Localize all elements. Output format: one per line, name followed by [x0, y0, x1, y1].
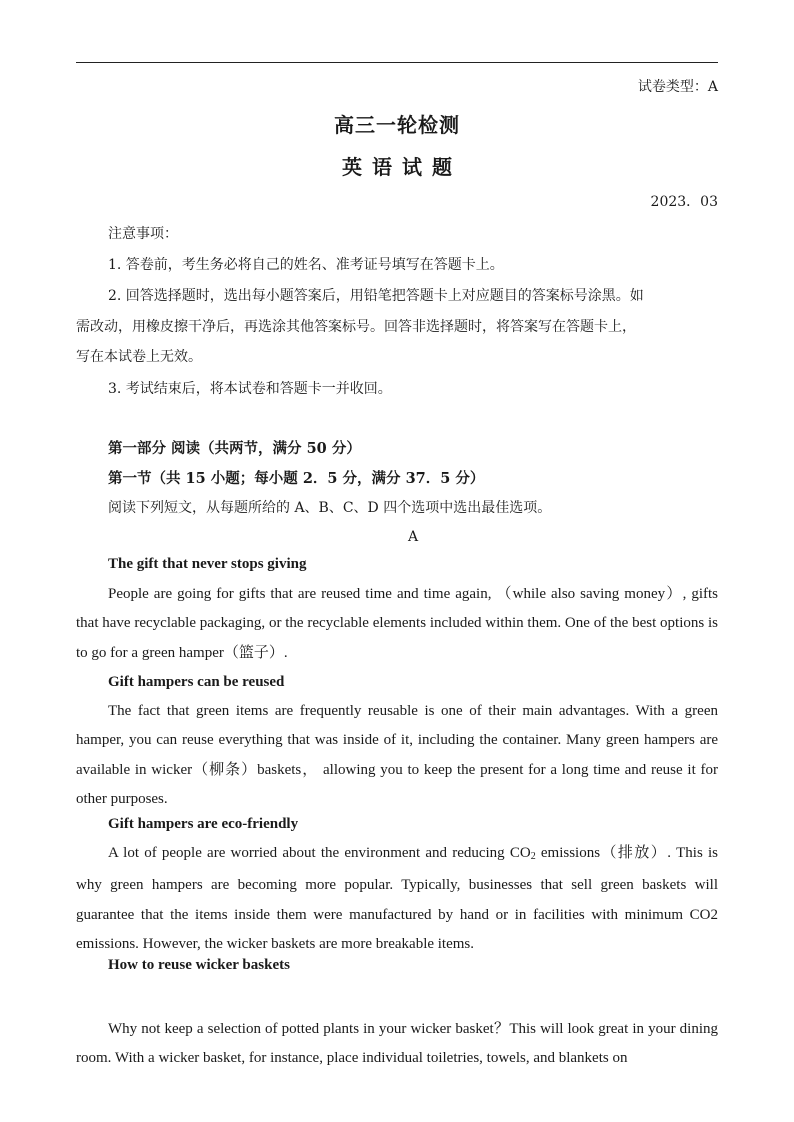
paragraph-4-clip — [76, 1015, 718, 1075]
passage-paragraph-2: The fact that green items are frequently reusable is one of their main advantages. With a green hamper, you can reuse everything that was inside of it, including the container. Many green hampers are available in wicker（柳条）baskets， allowing you to keep the present for a long time and reuse it for other purposes. — [76, 703, 718, 807]
notice-item-2-line-1: 2. 回答选择题时，选出每小题答案后，用铅笔把答题卡上对应题目的答案标号涂黑。如 — [108, 288, 644, 304]
section-instructions: 阅读下列短文，从每题所给的 A、B、C、D 四个选项中选出最佳选项。 — [108, 500, 552, 516]
para3-text-before: A lot of people are worried about the environment and reducing CO — [108, 845, 531, 861]
passage-subheading-3: How to reuse wicker baskets — [108, 957, 290, 973]
notice-heading: 注意事项： — [108, 226, 178, 242]
subject-title: 英语试题 — [342, 155, 462, 179]
exam-title: 高三一轮检测 — [334, 113, 460, 137]
passage-paragraph-1: People are going for gifts that are reused time and time again, （while also saving money）, gifts that have recyclable packaging, or the recyclable elements included within them. One of the best options is to go for a green hamper（篮子）. — [76, 586, 718, 661]
co2-subscript: 2 — [530, 851, 536, 862]
passage-label: A — [407, 529, 419, 545]
part1-heading: 第一部分 阅读（共两节，满分 50 分） — [108, 440, 361, 457]
notice-item-3: 3. 考试结束后，将本试卷和答题卡一并收回。 — [108, 381, 392, 397]
passage-subheading-2: Gift hampers are eco-friendly — [108, 816, 299, 832]
para3-text-after: emissions（排放）. This is why green hampers are becoming more popular. Typically, businesses that sell green baskets will guarantee that the items inside them were manufactured by hand or in facilities with minimum CO2 emissions. However, the wicker baskets are more breakable items. — [76, 845, 718, 952]
passage-title: The gift that never stops giving — [108, 556, 307, 572]
notice-item-2-line-2: 需改动，用橡皮擦干净后，再选涂其他答案标号。回答非选择题时，将答案写在答题卡上， — [76, 319, 636, 335]
passage-subheading-1: Gift hampers can be reused — [108, 674, 285, 690]
paper-type: 试卷类型：A — [637, 79, 718, 95]
notice-item-1: 1. 答卷前，考生务必将自己的姓名、准考证号填写在答题卡上。 — [108, 257, 504, 273]
top-rule — [76, 62, 718, 63]
section1-heading: 第一节（共 15 小题；每小题 2．5 分，满分 37．5 分） — [108, 470, 485, 487]
passage-paragraph-3 — [76, 839, 718, 959]
passage-paragraph-4: Why not keep a selection of potted plants in your wicker basket？This will look great in your dining room. With a wicker basket, for instance, place individual toiletries, towels, and blankets on — [76, 1021, 718, 1067]
exam-date: 2023．03 — [650, 194, 718, 210]
notice-item-2-line-3: 写在本试卷上无效。 — [76, 349, 202, 365]
